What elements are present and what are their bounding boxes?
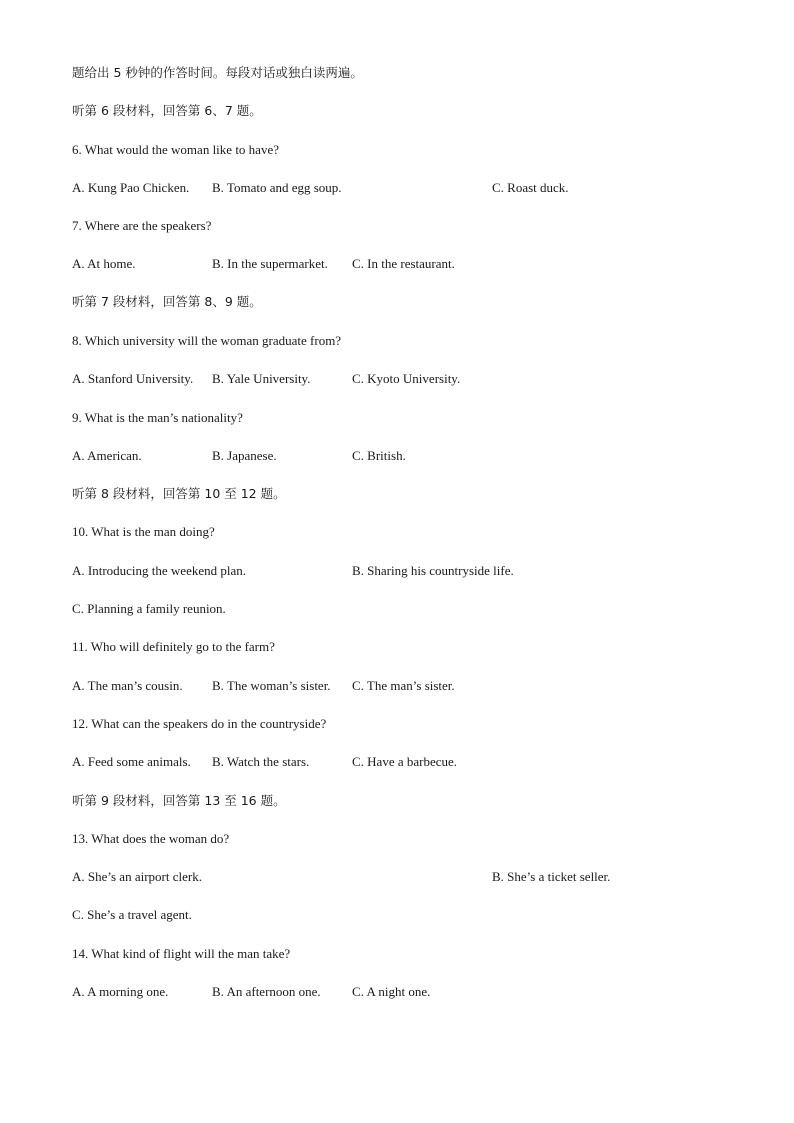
question-11-option-a: A. The man’s cousin. <box>72 678 183 693</box>
question-13-option-b: B. She’s a ticket seller. <box>492 869 611 884</box>
question-14-option-c: C. A night one. <box>352 984 431 999</box>
question-10-option-a: A. Introducing the weekend plan. <box>72 563 247 578</box>
question-7-option-c: C. In the restaurant. <box>352 256 455 271</box>
question-13-stem: 13. What does the woman do? <box>72 831 230 846</box>
section-heading-7: 听第 7 段材料，回答第 8、9 题。 <box>72 294 262 309</box>
question-13-option-a: A. She’s an airport clerk. <box>72 869 202 884</box>
question-13-option-c: C. She’s a travel agent. <box>72 907 192 922</box>
question-10-option-c: C. Planning a family reunion. <box>72 601 226 616</box>
question-11-option-b: B. The woman’s sister. <box>212 678 331 693</box>
question-11-stem: 11. Who will definitely go to the farm? <box>72 639 275 654</box>
question-10-stem: 10. What is the man doing? <box>72 524 215 539</box>
question-14-stem: 14. What kind of flight will the man take? <box>72 946 291 961</box>
section-heading-9: 听第 9 段材料，回答第 13 至 16 题。 <box>72 793 286 808</box>
question-11-option-c: C. The man’s sister. <box>352 678 455 693</box>
question-12-option-a: A. Feed some animals. <box>72 754 191 769</box>
question-12-option-c: C. Have a barbecue. <box>352 754 458 769</box>
question-8-option-c: C. Kyoto University. <box>352 371 461 386</box>
question-8-option-a: A. Stanford University. <box>72 371 194 386</box>
instruction-text: 题给出 5 秒钟的作答时间。每段对话或独白读两遍。 <box>72 65 363 80</box>
question-14-option-b: B. An afternoon one. <box>212 984 321 999</box>
question-8-stem: 8. Which university will the woman graduate from? <box>72 333 342 348</box>
section-heading-8: 听第 8 段材料，回答第 10 至 12 题。 <box>72 486 286 501</box>
question-9-stem: 9. What is the man’s nationality? <box>72 410 243 425</box>
question-12-stem: 12. What can the speakers do in the countryside? <box>72 716 327 731</box>
question-6-option-b: B. Tomato and egg soup. <box>212 180 342 195</box>
question-6-option-a: A. Kung Pao Chicken. <box>72 180 190 195</box>
question-7-option-b: B. In the supermarket. <box>212 256 328 271</box>
question-12-option-b: B. Watch the stars. <box>212 754 310 769</box>
question-9-option-c: C. British. <box>352 448 406 463</box>
question-9-option-a: A. American. <box>72 448 142 463</box>
section-heading-6: 听第 6 段材料，回答第 6、7 题。 <box>72 103 262 118</box>
question-8-option-b: B. Yale University. <box>212 371 311 386</box>
question-6-option-c: C. Roast duck. <box>492 180 569 195</box>
question-10-option-b: B. Sharing his countryside life. <box>352 563 514 578</box>
question-14-option-a: A. A morning one. <box>72 984 169 999</box>
question-7-stem: 7. Where are the speakers? <box>72 218 212 233</box>
question-7-option-a: A. At home. <box>72 256 136 271</box>
question-9-option-b: B. Japanese. <box>212 448 277 463</box>
question-6-stem: 6. What would the woman like to have? <box>72 142 279 157</box>
